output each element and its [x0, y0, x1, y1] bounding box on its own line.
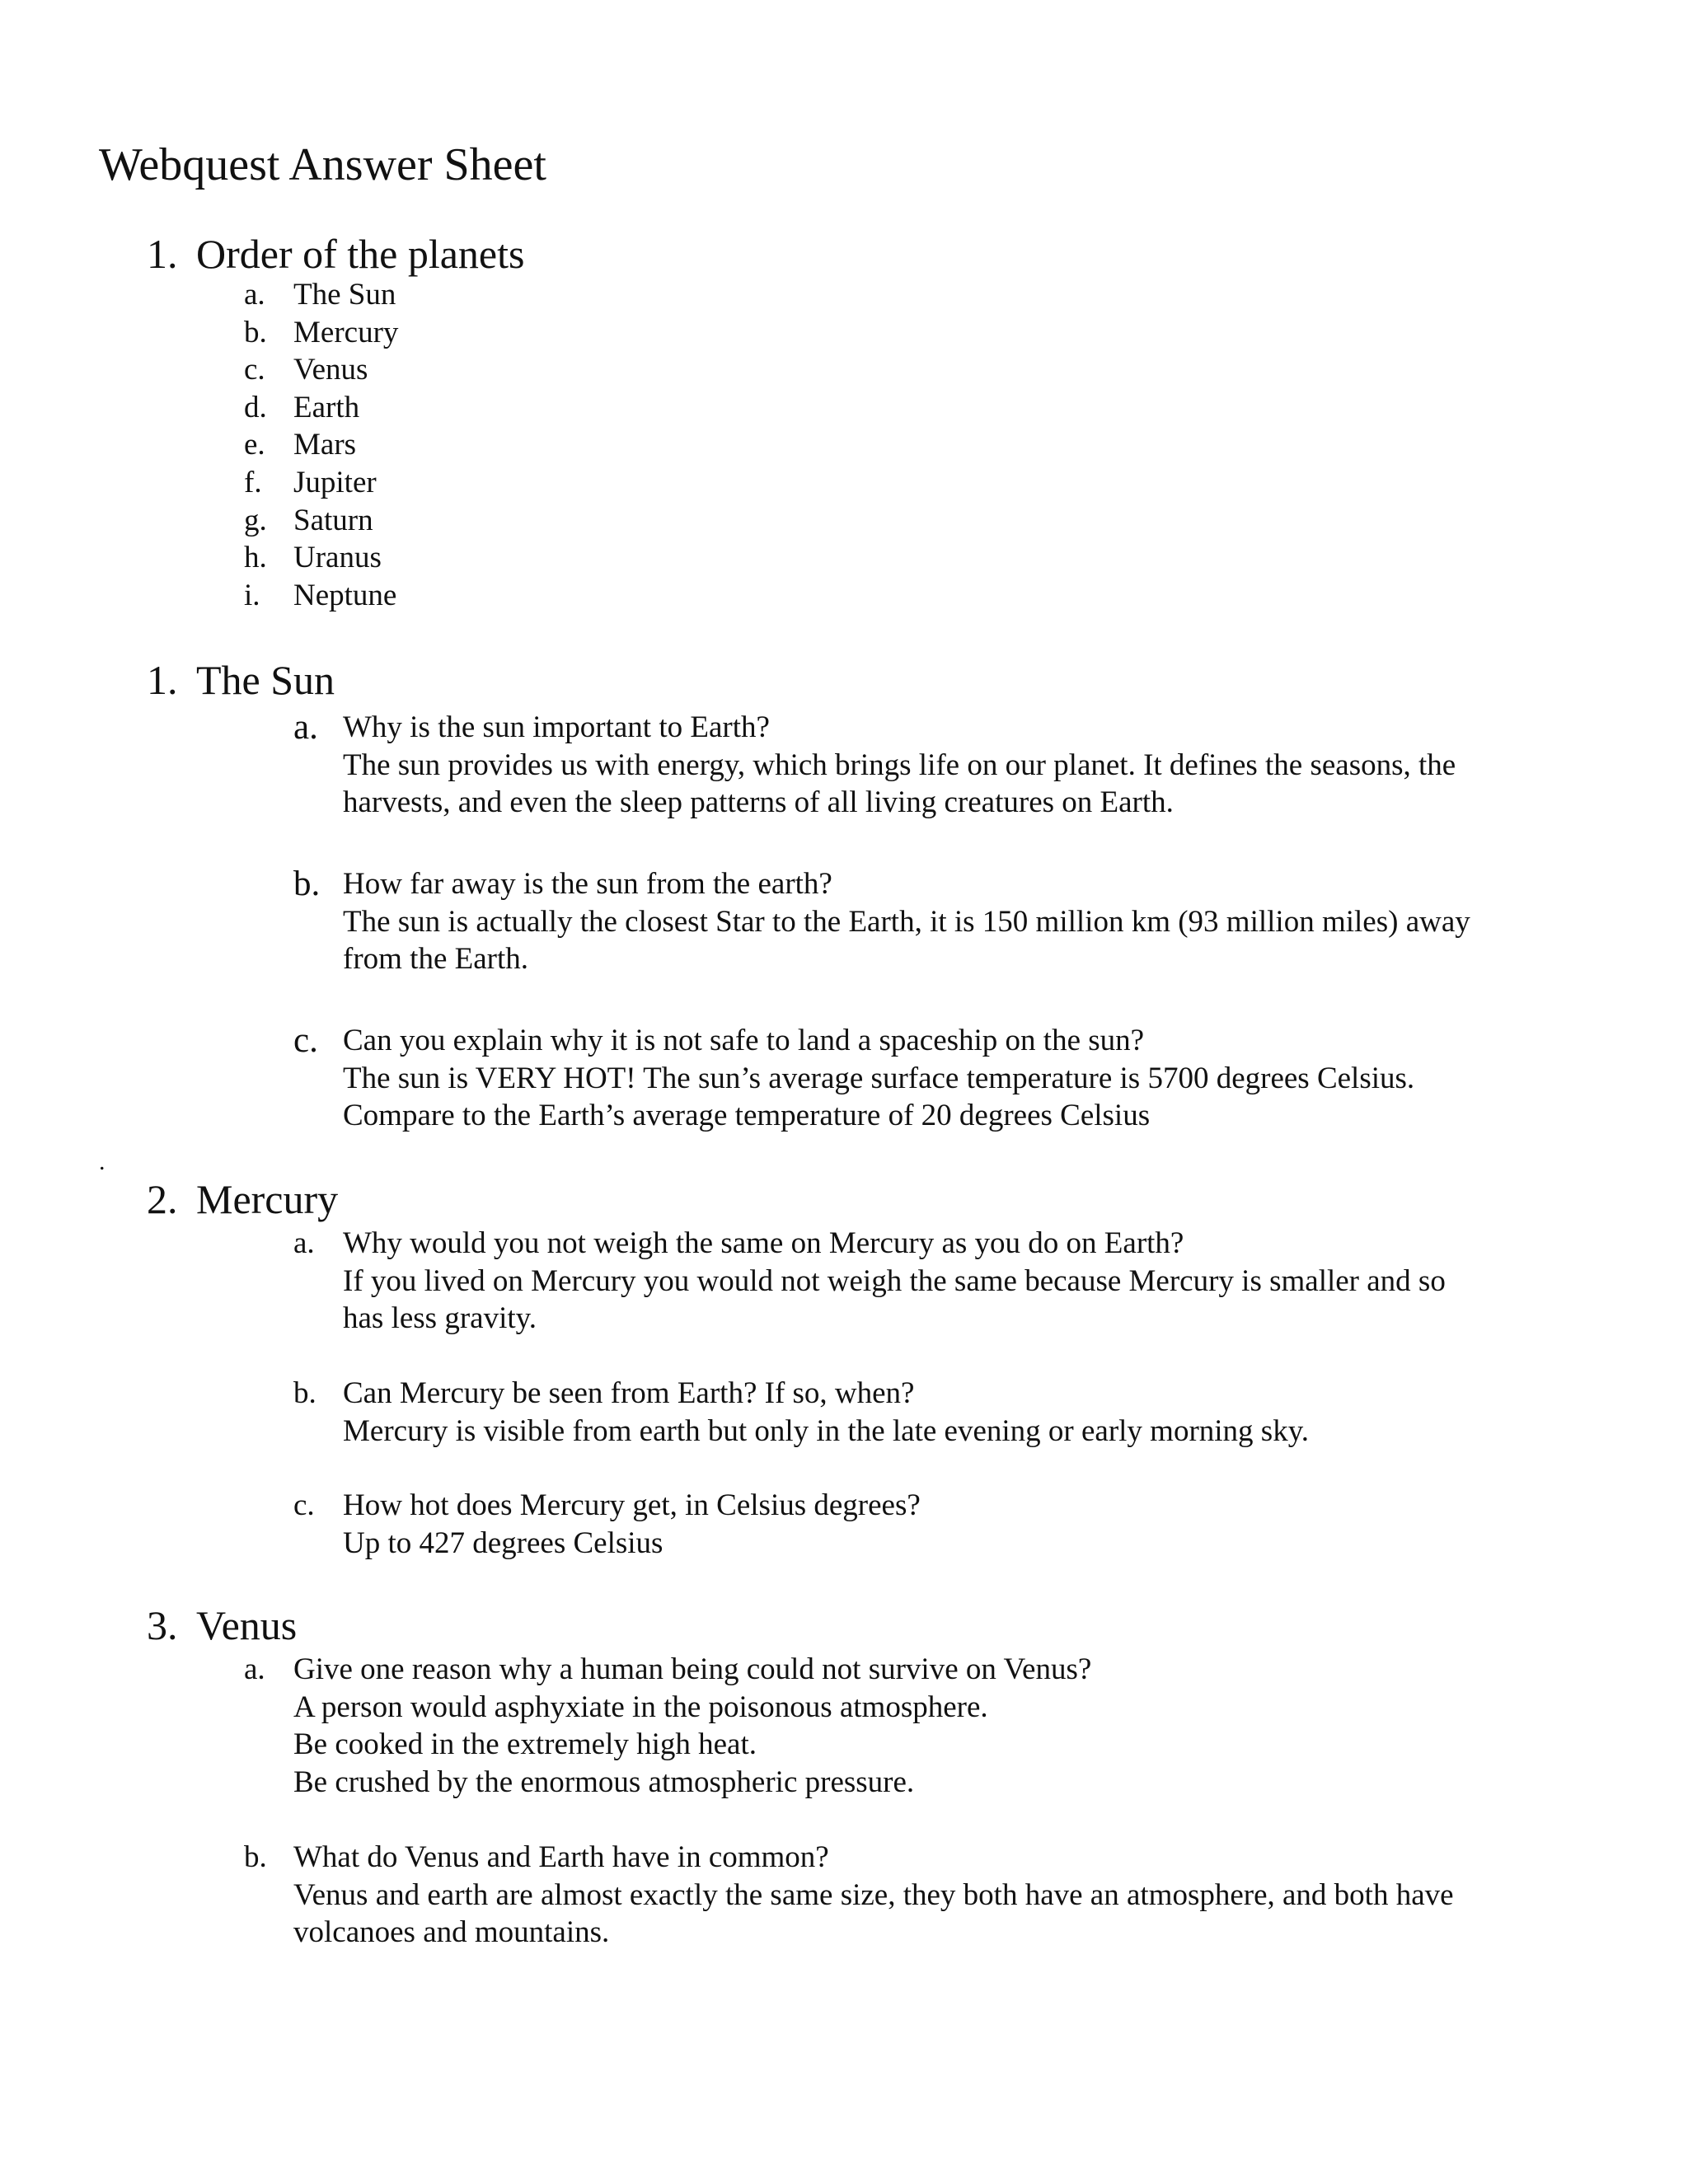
answer-line: from the Earth. — [343, 942, 528, 977]
list-item-text: Jupiter — [293, 465, 377, 499]
answer-line: Be cooked in the extremely high heat. — [293, 1727, 757, 1762]
list-item — [244, 314, 398, 352]
section-title: Venus — [196, 1602, 298, 1648]
question-marker: b. — [244, 1840, 267, 1874]
answer-line: Up to 427 degrees Celsius — [343, 1526, 663, 1560]
question-block — [293, 1021, 1415, 1135]
section-title: The Sun — [196, 657, 335, 703]
question-block — [293, 1225, 1446, 1338]
section-title: Mercury — [196, 1176, 339, 1222]
question-text: Why would you not weigh the same on Mercury as you do on Earth? — [343, 1226, 1184, 1260]
list-marker: a. — [244, 278, 265, 312]
list-marker: f. — [244, 465, 262, 499]
question-block — [244, 1839, 1454, 1952]
question-marker: a. — [293, 708, 318, 747]
list-item — [244, 539, 398, 577]
answer-line: Be crushed by the enormous atmospheric pressure. — [293, 1765, 915, 1799]
section-heading-venus — [147, 1596, 297, 1654]
question-text: Can you explain why it is not safe to land a spaceship on the sun? — [343, 1024, 1145, 1057]
answer-line: The sun provides us with energy, which brings life on our planet. It defines the seasons, the — [343, 748, 1456, 782]
list-marker: b. — [244, 315, 267, 349]
section-number: 2. — [147, 1176, 178, 1222]
question-text: Give one reason why a human being could not survive on Venus? — [293, 1652, 1092, 1686]
question-block — [293, 865, 1470, 978]
question-marker: c. — [293, 1021, 318, 1060]
answer-line: The sun is VERY HOT! The sun’s average surface temperature is 5700 degrees Celsius. — [343, 1061, 1415, 1095]
section-heading-mercury — [147, 1170, 338, 1228]
section-number: 1. — [147, 657, 178, 703]
section-number: 3. — [147, 1602, 178, 1648]
list-marker: d. — [244, 390, 267, 424]
answer-line: Mercury is visible from earth but only in the late evening or early morning sky. — [343, 1413, 1310, 1448]
list-item-text: Neptune — [293, 578, 397, 612]
list-marker: g. — [244, 503, 267, 537]
list-item — [244, 389, 398, 427]
question-marker: b. — [293, 865, 321, 903]
answer-line: Venus and earth are almost exactly the same size, they both have an atmosphere, and both have — [293, 1877, 1454, 1912]
list-item — [244, 502, 398, 540]
question-marker: c. — [293, 1488, 315, 1522]
list-marker: c. — [244, 353, 265, 387]
section-title: Order of the planets — [196, 231, 525, 277]
question-text: How far away is the sun from the earth? — [343, 867, 832, 901]
list-item-text: Venus — [293, 353, 368, 387]
list-item-text: Earth — [293, 390, 360, 424]
section-heading-order-of-planets — [147, 225, 524, 283]
stray-mark: . — [99, 1148, 106, 1175]
list-item-text: Saturn — [293, 503, 373, 537]
list-marker: h. — [244, 541, 267, 575]
answer-line: has less gravity. — [343, 1301, 537, 1336]
list-item-text: Mars — [293, 428, 357, 462]
planet-order-list — [244, 276, 398, 614]
answer-line: Compare to the Earth’s average temperature of 20 degrees Celsius — [343, 1099, 1151, 1133]
answer-line: harvests, and even the sleep patterns of all living creatures on Earth. — [343, 785, 1174, 820]
question-marker: a. — [244, 1652, 265, 1686]
question-block — [293, 1487, 921, 1562]
question-block — [293, 708, 1456, 822]
list-item-text: The Sun — [293, 278, 396, 312]
answer-line: volcanoes and mountains. — [293, 1915, 610, 1950]
list-item — [244, 464, 398, 502]
question-marker: a. — [293, 1226, 315, 1260]
list-item — [244, 276, 398, 314]
list-item-text: Uranus — [293, 541, 382, 575]
list-marker: i. — [244, 578, 260, 612]
list-item — [244, 577, 398, 615]
section-number: 1. — [147, 231, 178, 277]
list-marker: e. — [244, 428, 265, 462]
list-item — [244, 426, 398, 464]
question-text: Can Mercury be seen from Earth? If so, when? — [343, 1376, 915, 1410]
list-item-text: Mercury — [293, 315, 399, 349]
question-marker: b. — [293, 1376, 316, 1410]
page-title: Webquest Answer Sheet — [99, 139, 546, 190]
answer-line: The sun is actually the closest Star to the Earth, it is 150 million km (93 million miles) away — [343, 904, 1470, 939]
answer-line: A person would asphyxiate in the poisonous atmosphere. — [293, 1690, 988, 1724]
list-item — [244, 351, 398, 389]
answer-line: If you lived on Mercury you would not weigh the same because Mercury is smaller and so — [343, 1263, 1446, 1298]
question-block — [293, 1375, 1310, 1450]
question-text: How hot does Mercury get, in Celsius degrees? — [343, 1488, 921, 1522]
section-heading-the-sun — [147, 651, 335, 709]
question-text: What do Venus and Earth have in common? — [293, 1840, 829, 1874]
question-text: Why is the sun important to Earth? — [343, 710, 770, 744]
question-block — [244, 1651, 1092, 1801]
